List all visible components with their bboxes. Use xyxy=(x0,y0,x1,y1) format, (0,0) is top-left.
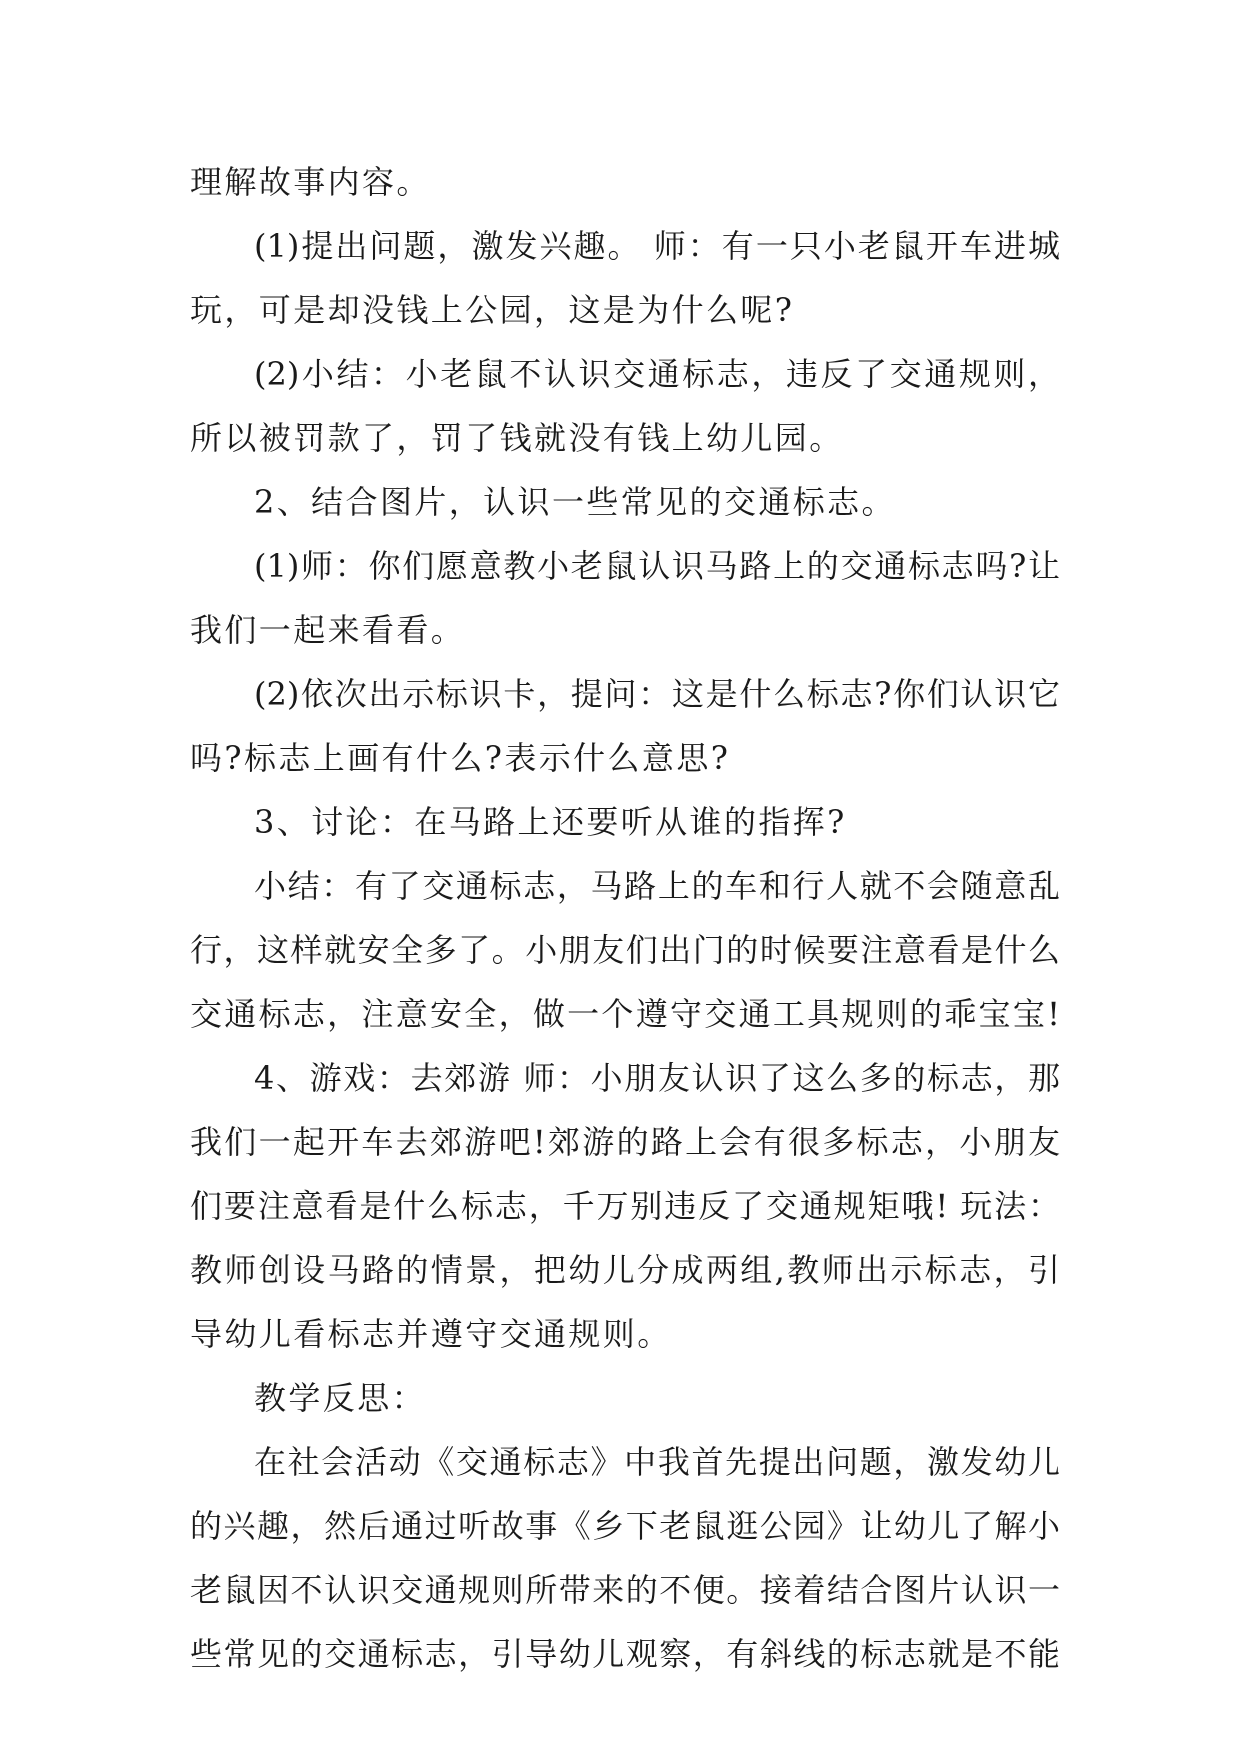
text-line: 玩，可是却没钱上公园，这是为什么呢? xyxy=(190,291,795,329)
text-line: 们要注意看是什么标志，千万别违反了交通规矩哦! 玩法： xyxy=(190,1187,1060,1225)
text-line: 我们一起来看看。 xyxy=(190,611,466,649)
text-line: 的兴趣，然后通过听故事《乡下老鼠逛公园》让幼儿了解小 xyxy=(190,1507,1060,1545)
text-line: 吗?标志上画有什么?表示什么意思? xyxy=(190,739,731,777)
text-line: 我们一起开车去郊游吧!郊游的路上会有很多标志，小朋友 xyxy=(190,1123,1060,1161)
text-line: 行，这样就安全多了。小朋友们出门的时候要注意看是什么 xyxy=(190,931,1060,969)
text-line: 3、讨论：在马路上还要听从谁的指挥? xyxy=(254,803,847,841)
text-line: (1)师：你们愿意教小老鼠认识马路上的交通标志吗?让 xyxy=(254,547,1060,585)
text-line: 4、游戏：去郊游 师：小朋友认识了这么多的标志，那 xyxy=(254,1059,1060,1097)
text-line: 些常见的交通标志，引导幼儿观察，有斜线的标志就是不能 xyxy=(190,1635,1060,1673)
text-line: 老鼠因不认识交通规则所带来的不便。接着结合图片认识一 xyxy=(190,1571,1060,1609)
text-line: 所以被罚款了，罚了钱就没有钱上幼儿园。 xyxy=(190,419,844,457)
text-line: 2、结合图片，认识一些常见的交通标志。 xyxy=(254,483,896,521)
text-line: (1)提出问题，激发兴趣。 师：有一只小老鼠开车进城 xyxy=(254,227,1060,265)
text-line: 导幼儿看标志并遵守交通规则。 xyxy=(190,1315,672,1353)
section-heading: 教学反思： xyxy=(254,1379,427,1417)
text-line: 教师创设马路的情景，把幼儿分成两组,教师出示标志，引 xyxy=(190,1251,1060,1289)
text-line: 理解故事内容。 xyxy=(190,163,431,201)
text-line: 小结：有了交通标志，马路上的车和行人就不会随意乱 xyxy=(254,867,1060,905)
text-line: 交通标志，注意安全，做一个遵守交通工具规则的乖宝宝! xyxy=(190,995,1060,1033)
text-line: (2)小结：小老鼠不认识交通标志，违反了交通规则， xyxy=(254,355,1060,393)
text-line: (2)依次出示标识卡，提问：这是什么标志?你们认识它 xyxy=(254,675,1060,713)
text-line: 在社会活动《交通标志》中我首先提出问题，激发幼儿 xyxy=(254,1443,1060,1481)
